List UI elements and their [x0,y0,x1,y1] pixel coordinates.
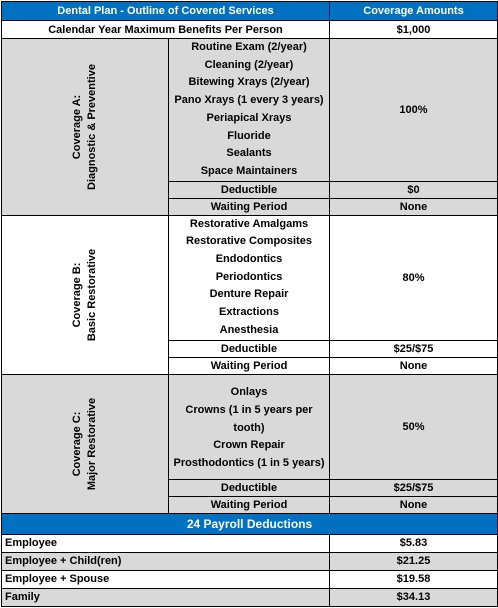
service-item: Pano Xrays (1 every 3 years) [174,94,324,107]
calendar-max-label: Calendar Year Maximum Benefits Per Person [2,21,330,39]
payroll-row-value: $5.83 [330,534,498,552]
coverage-c-deductible-value: $25/$75 [330,479,498,496]
service-item: Restorative Composites [186,235,312,248]
payroll-row [2,552,498,570]
service-item: Bitewing Xrays (2/year) [188,76,310,89]
coverage-a-deductible-value: $0 [330,181,498,198]
coverage-c-waiting-label: Waiting Period [169,496,330,513]
payroll-row-label: Employee + Spouse [2,570,330,588]
service-item: Restorative Amalgams [189,217,309,230]
coverage-c-title-cell [2,374,169,513]
payroll-row-value: $21.25 [330,552,498,570]
table-header-row [2,2,498,21]
coverage-b-title-line1: Coverage B: [71,262,83,327]
coverage-b-deductible-label: Deductible [169,340,330,357]
calendar-max-row [2,21,498,39]
dental-plan-sheet [1,1,497,606]
service-item: Onlays [230,386,268,399]
calendar-max-value: $1,000 [330,21,498,39]
payroll-row [2,588,498,606]
coverage-b-waiting-value: None [330,357,498,374]
coverage-b-title [70,248,100,340]
service-item: tooth) [233,421,265,434]
payroll-row-value: $34.13 [330,588,498,606]
coverage-a-title [70,64,100,190]
service-item: Denture Repair [209,288,289,301]
coverage-c-title [70,397,100,489]
coverage-c-title-line2: Major Restorative [86,397,98,490]
dental-plan-table [1,1,498,607]
coverage-c-waiting-value: None [330,496,498,513]
payroll-row [2,534,498,552]
coverage-c-title-line1: Coverage C: [71,411,83,476]
service-item: Cleaning (2/year) [204,58,294,71]
coverage-a-services [169,39,330,182]
coverage-a-title-line1: Coverage A: [71,94,83,160]
payroll-row-label: Employee + Child(ren) [2,552,330,570]
coverage-a-waiting-value: None [330,198,498,215]
coverage-b-title-cell [2,215,169,374]
service-item: Periapical Xrays [206,111,292,124]
coverage-b-services [169,215,330,340]
coverage-a-waiting-label: Waiting Period [169,198,330,215]
payroll-row-label: Employee [2,534,330,552]
service-item: Crowns (1 in 5 years per [185,403,313,416]
service-item: Space Maintainers [200,164,298,177]
coverage-a-services-row [2,39,498,182]
service-item: Sealants [226,147,272,160]
coverage-b-percent: 80% [330,215,498,340]
coverage-b-services-row [2,215,498,340]
payroll-row [2,570,498,588]
service-item: Routine Exam (2/year) [191,41,307,53]
coverage-c-services [169,374,330,479]
coverage-a-title-line2: Diagnostic & Preventive [86,63,98,190]
service-item: Periodontics [215,270,283,283]
coverage-a-percent: 100% [330,39,498,182]
payroll-title: 24 Payroll Deductions [2,513,498,534]
coverage-c-percent: 50% [330,374,498,479]
coverage-a-title-cell [2,39,169,216]
coverage-c-services-row [2,374,498,479]
header-coverage-amounts: Coverage Amounts [330,2,498,21]
coverage-c-deductible-label: Deductible [169,479,330,496]
service-item: Prosthodontics (1 in 5 years) [173,457,325,470]
coverage-b-title-line2: Basic Restorative [86,248,98,341]
header-services: Dental Plan - Outline of Covered Services [2,2,330,21]
service-item: Endodontics [215,253,283,266]
payroll-row-value: $19.58 [330,570,498,588]
coverage-b-deductible-value: $25/$75 [330,340,498,357]
service-item: Crown Repair [213,439,285,452]
coverage-a-deductible-label: Deductible [169,181,330,198]
service-item: Extractions [219,306,279,319]
coverage-b-waiting-label: Waiting Period [169,357,330,374]
payroll-header-row [2,513,498,534]
payroll-row-label: Family [2,588,330,606]
service-item: Fluoride [227,129,271,142]
service-item: Anesthesia [219,323,279,336]
